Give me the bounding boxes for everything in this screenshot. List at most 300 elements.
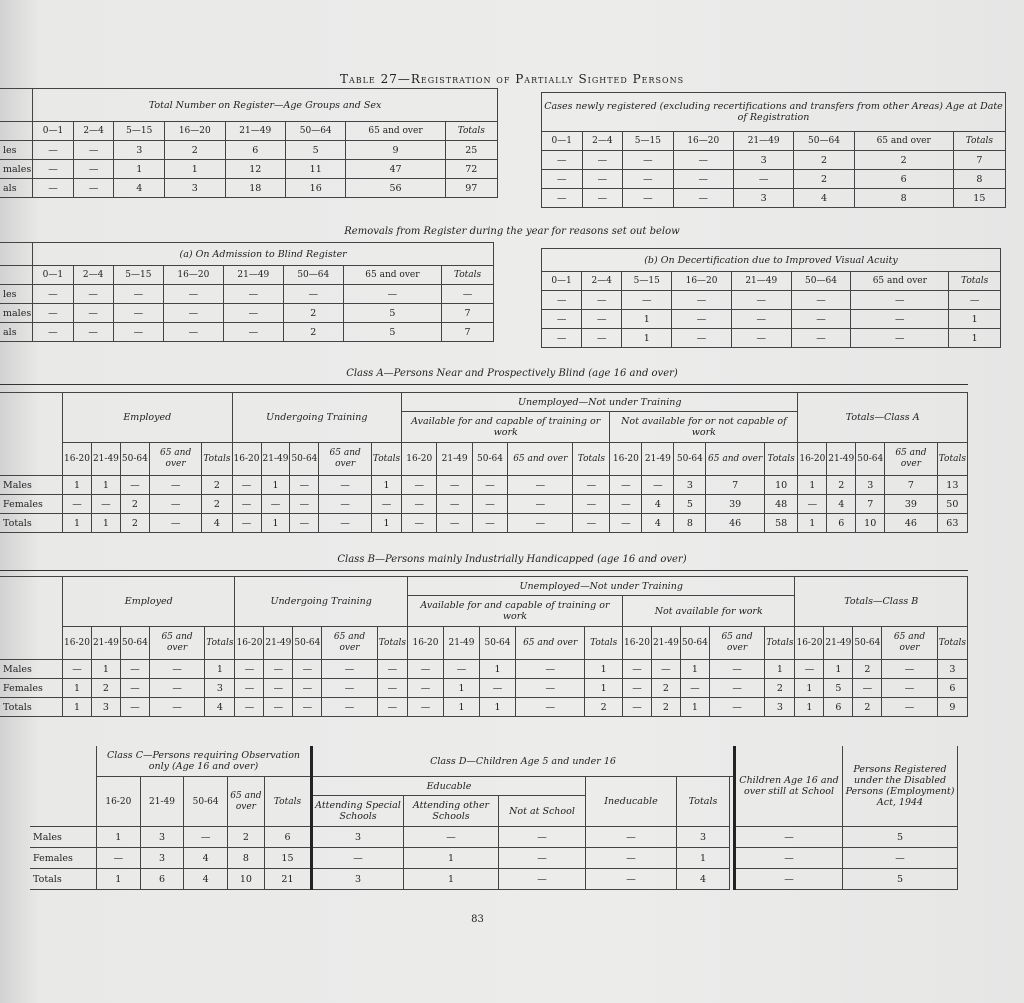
table-cell: 4 <box>202 514 232 533</box>
col-50-64: 50-64 <box>184 777 228 827</box>
table-cell: 4 <box>677 869 730 890</box>
table-cell: — <box>163 285 223 304</box>
table-row <box>542 291 1001 310</box>
table-cell: 1 <box>585 660 623 679</box>
table-cell: — <box>791 310 851 329</box>
table-cell: — <box>586 827 677 848</box>
table-cell: — <box>264 679 293 698</box>
col-header: 65 and over <box>515 627 584 660</box>
col-header: Totals <box>765 627 795 660</box>
table-cell: — <box>573 514 610 533</box>
table-cell: — <box>73 160 114 179</box>
table-cell: — <box>731 291 791 310</box>
col-header: Totals <box>937 443 967 476</box>
table-cell: — <box>623 698 652 717</box>
row-label: les <box>0 285 33 304</box>
table-row <box>0 679 968 698</box>
table-cell: — <box>293 698 322 717</box>
table-cell: 4 <box>827 495 856 514</box>
table-cell: 3 <box>91 698 120 717</box>
not-available-header: Not available for work <box>623 596 795 627</box>
table-cell: 1 <box>261 476 290 495</box>
table-cell: — <box>73 304 113 323</box>
table-cell: — <box>795 660 824 679</box>
table-cell: — <box>232 514 261 533</box>
table-cell: — <box>709 679 764 698</box>
table-cell: 3 <box>312 827 404 848</box>
table-cell: — <box>149 698 204 717</box>
table-cell: — <box>437 514 472 533</box>
table-cell: — <box>843 848 958 869</box>
decertification-table <box>541 248 1001 348</box>
table-cell: — <box>586 869 677 890</box>
class-b-heading: Class B—Persons mainly Industrially Handicapped (age 16 and over) <box>337 554 687 565</box>
table-cell: 7 <box>442 304 494 323</box>
table-cell: 1 <box>443 679 479 698</box>
table-cell: 1 <box>261 514 290 533</box>
table-cell: 39 <box>885 495 937 514</box>
table-cell: — <box>73 323 113 342</box>
table-cell: 1 <box>91 660 120 679</box>
table-cell: — <box>73 141 114 160</box>
table-cell: 2 <box>585 698 623 717</box>
table-cell: — <box>542 329 582 348</box>
col-header: 21-49 <box>642 443 674 476</box>
table-cell: — <box>223 323 283 342</box>
col-header: 16-20 <box>402 443 437 476</box>
table-cell: 3 <box>140 827 184 848</box>
col-header: 21-49 <box>437 443 472 476</box>
table-cell: — <box>515 679 584 698</box>
attending-other-header: Attending other Schools <box>404 796 499 827</box>
table-cell: 1 <box>585 679 623 698</box>
col-totals: Totals <box>264 777 311 827</box>
table-cell: — <box>798 495 827 514</box>
col-header: 16-20 <box>232 443 261 476</box>
table-cell: 6 <box>140 869 184 890</box>
table-cell: — <box>235 679 264 698</box>
table-cell: 6 <box>824 698 853 717</box>
row-label: males <box>0 304 33 323</box>
table-cell: 9 <box>937 698 967 717</box>
table-cell: — <box>113 304 163 323</box>
table-cell: — <box>515 698 584 717</box>
table-cell: — <box>623 660 652 679</box>
col-header: Totals <box>573 443 610 476</box>
table-cell: — <box>851 310 949 329</box>
table-cell: 46 <box>706 514 765 533</box>
employed-header: Employed <box>63 577 235 627</box>
table-cell: 1 <box>949 329 1001 348</box>
table-cell: — <box>97 848 141 869</box>
table-cell: — <box>149 679 204 698</box>
col-header: Totals <box>585 627 623 660</box>
table-cell: — <box>73 179 114 198</box>
table-cell: — <box>120 660 149 679</box>
col-header: 16-20 <box>798 443 827 476</box>
row-label: als <box>0 179 33 198</box>
table-row <box>30 848 958 869</box>
table-cell: — <box>542 189 583 208</box>
table-cell: 21 <box>264 869 311 890</box>
col-header: 16-20 <box>63 627 92 660</box>
table-cell: — <box>91 495 120 514</box>
table-cell: 15 <box>953 189 1005 208</box>
table-cell: 2 <box>794 170 854 189</box>
table-cell: 47 <box>346 160 445 179</box>
col-header: 0—1 <box>542 132 583 151</box>
table-cell: 3 <box>856 476 885 495</box>
col-16-20: 16-20 <box>97 777 141 827</box>
table-cell: — <box>882 679 937 698</box>
table-cell: — <box>33 141 74 160</box>
table-cell: — <box>293 660 322 679</box>
table-cell: 10 <box>227 869 264 890</box>
table-cell: 48 <box>764 495 797 514</box>
table-cell: 7 <box>442 323 494 342</box>
table-cell: 2 <box>202 495 232 514</box>
col-header: 16-20 <box>63 443 92 476</box>
table-cell: — <box>582 151 623 170</box>
table-cell: 7 <box>706 476 765 495</box>
table-cell: 50 <box>937 495 967 514</box>
row-label: Females <box>30 848 97 869</box>
table-row <box>542 329 1001 348</box>
table-cell: — <box>672 310 732 329</box>
table-cell: 6 <box>264 827 311 848</box>
table-cell: — <box>508 476 573 495</box>
table-cell: 2 <box>765 679 795 698</box>
removals-heading: Removals from Register during the year for reasons set out below <box>344 226 680 237</box>
table-cell: 2 <box>853 698 882 717</box>
col-header: Totals <box>937 627 967 660</box>
table-cell: — <box>610 514 642 533</box>
row-label: les <box>0 141 33 160</box>
table-cell: 97 <box>445 179 497 198</box>
row-label-header <box>0 122 33 141</box>
table-cell: 8 <box>953 170 1005 189</box>
table-cell: 1 <box>205 660 235 679</box>
table-cell: 1 <box>795 698 824 717</box>
table-cell: 2 <box>854 151 953 170</box>
table-cell: — <box>293 679 322 698</box>
table-cell: — <box>402 476 437 495</box>
table-cell: 3 <box>140 848 184 869</box>
table-cell: — <box>851 291 949 310</box>
col-header: 5—15 <box>114 122 165 141</box>
table-cell: — <box>582 329 622 348</box>
col-header: Totals <box>205 627 235 660</box>
class-d-totals-header: Totals <box>677 777 730 827</box>
col-header: 2—4 <box>582 132 623 151</box>
class-a-table <box>0 392 968 533</box>
table-cell: — <box>499 869 586 890</box>
table-row <box>30 827 958 848</box>
table-cell: — <box>407 698 443 717</box>
table-cell: 11 <box>285 160 345 179</box>
table-cell: 1 <box>91 514 120 533</box>
table-cell: — <box>322 698 377 717</box>
table-cell: 1 <box>479 660 515 679</box>
table-cell: 5 <box>285 141 345 160</box>
table-cell: 2 <box>91 679 120 698</box>
table-cell: 7 <box>856 495 885 514</box>
table-cell: — <box>542 170 583 189</box>
table-cell: — <box>264 660 293 679</box>
table-cell: 1 <box>165 160 225 179</box>
col-header: 5—15 <box>623 132 673 151</box>
col-header: 50-64 <box>674 443 706 476</box>
caption: Cases newly registered (excluding recertifications and transfers from other Areas) Age at Date of Registration <box>542 93 1006 132</box>
table-cell: — <box>261 495 290 514</box>
table-cell: 1 <box>63 514 92 533</box>
table-cell: — <box>472 476 507 495</box>
totals-header: Totals—Class A <box>798 393 968 443</box>
table-cell: — <box>672 329 732 348</box>
table-cell: — <box>290 514 319 533</box>
table-row <box>542 189 1006 208</box>
table-cell: — <box>163 304 223 323</box>
col-21-49: 21-49 <box>140 777 184 827</box>
table-cell: 6 <box>854 170 953 189</box>
table-cell: — <box>443 660 479 679</box>
table-cell: — <box>113 285 163 304</box>
table-cell: — <box>791 291 851 310</box>
table-cell: — <box>582 291 622 310</box>
table-cell: 4 <box>184 848 228 869</box>
col-header: Totals <box>377 627 407 660</box>
table-cell: 2 <box>120 514 149 533</box>
table-cell: 4 <box>794 189 854 208</box>
table-cell: — <box>673 151 733 170</box>
table-cell: 3 <box>165 179 225 198</box>
table-cell: 1 <box>371 476 401 495</box>
table-cell: — <box>442 285 494 304</box>
table-cell: 9 <box>346 141 445 160</box>
admission-blind-table <box>0 242 494 342</box>
table-cell: 2 <box>165 141 225 160</box>
table-cell: 63 <box>937 514 967 533</box>
table-cell: — <box>882 698 937 717</box>
col-header: Totals <box>953 132 1005 151</box>
col-header: 50-64 <box>120 443 149 476</box>
col-header: 65 and over <box>709 627 764 660</box>
table-cell: — <box>377 679 407 698</box>
table-cell: 8 <box>674 514 706 533</box>
table-cell: 3 <box>937 660 967 679</box>
col-header: 65 and over <box>322 627 377 660</box>
col-header: 21-49 <box>264 627 293 660</box>
table-cell: 6 <box>937 679 967 698</box>
row-label: Males <box>0 476 63 495</box>
row-label: Totals <box>0 514 63 533</box>
table-cell: — <box>508 514 573 533</box>
table-cell: 2 <box>827 476 856 495</box>
row-label: Totals <box>30 869 97 890</box>
col-header: 65 and over <box>885 443 937 476</box>
table-cell: 1 <box>622 310 672 329</box>
col-header: 50-64 <box>293 627 322 660</box>
caption: Total Number on Register—Age Groups and Sex <box>33 89 498 122</box>
table-cell: — <box>149 660 204 679</box>
table-cell: 1 <box>114 160 165 179</box>
table-cell: 1 <box>97 869 141 890</box>
col-header: 21-49 <box>443 627 479 660</box>
table-cell: — <box>223 304 283 323</box>
table-cell: 58 <box>764 514 797 533</box>
table-cell: 3 <box>677 827 730 848</box>
table-cell: 2 <box>651 679 680 698</box>
table-cell: 1 <box>97 827 141 848</box>
table-cell: 46 <box>885 514 937 533</box>
table-cell: — <box>499 827 586 848</box>
table-cell: — <box>651 660 680 679</box>
table-row <box>0 285 494 304</box>
table-cell: — <box>610 476 642 495</box>
table-cell: 1 <box>680 660 709 679</box>
class-b-table <box>0 576 968 717</box>
table-cell: — <box>223 285 283 304</box>
col-header: 65 and over <box>343 266 441 285</box>
table-cell: — <box>882 660 937 679</box>
table-cell: — <box>610 495 642 514</box>
table-title: Table 27—Registration of Partially Sighted Persons <box>339 72 685 86</box>
table-cell: — <box>63 660 92 679</box>
col-header: 16—20 <box>673 132 733 151</box>
col-header: 21-49 <box>261 443 290 476</box>
table-row <box>0 141 498 160</box>
table-cell: — <box>853 679 882 698</box>
table-cell: 3 <box>733 189 793 208</box>
row-label: Females <box>0 495 63 514</box>
class-d-header: Class D—Children Age 5 and under 16 <box>312 746 735 777</box>
table-cell: — <box>184 827 228 848</box>
table-cell: — <box>542 310 582 329</box>
table-cell: 2 <box>794 151 854 170</box>
table-cell: 1 <box>677 848 730 869</box>
table-cell: 12 <box>225 160 285 179</box>
col-header: Totals <box>442 266 494 285</box>
class-cd-table <box>30 746 958 890</box>
table-cell: — <box>573 495 610 514</box>
table-cell: — <box>120 476 149 495</box>
table-cell: 3 <box>312 869 404 890</box>
table-cell: — <box>582 189 623 208</box>
table-cell: 5 <box>843 827 958 848</box>
table-row <box>0 160 498 179</box>
employed-header: Employed <box>63 393 233 443</box>
table-cell: — <box>623 189 673 208</box>
table-cell: 2 <box>283 304 343 323</box>
table-cell: — <box>437 476 472 495</box>
table-cell: — <box>33 323 73 342</box>
col-header: 0—1 <box>542 272 582 291</box>
col-header: 65 and over <box>149 627 204 660</box>
table-row <box>0 495 968 514</box>
col-header: Totals <box>445 122 497 141</box>
table-cell: — <box>264 698 293 717</box>
table-cell: 7 <box>953 151 1005 170</box>
table-cell: 5 <box>343 323 441 342</box>
table-row <box>0 323 494 342</box>
table-cell: 7 <box>885 476 937 495</box>
col-header: 65 and over <box>854 132 953 151</box>
table-cell: — <box>586 848 677 869</box>
available-header: Available for and capable of training or work <box>407 596 622 627</box>
ineducable-header: Ineducable <box>586 777 677 827</box>
table-cell: 1 <box>479 698 515 717</box>
table-cell: — <box>735 869 843 890</box>
table-cell: — <box>733 170 793 189</box>
col-header: 21-49 <box>651 627 680 660</box>
col-header: 50-64 <box>856 443 885 476</box>
table-cell: — <box>33 179 74 198</box>
table-cell: 18 <box>225 179 285 198</box>
table-cell: 5 <box>843 869 958 890</box>
table-cell: — <box>149 495 201 514</box>
table-cell: — <box>437 495 472 514</box>
col-header: Totals <box>949 272 1001 291</box>
table-cell: — <box>290 495 319 514</box>
col-header: 21-49 <box>91 627 120 660</box>
table-cell: — <box>407 679 443 698</box>
table-cell: — <box>673 189 733 208</box>
col-header: 16—20 <box>672 272 732 291</box>
col-header: 65 and over <box>706 443 765 476</box>
table-row <box>542 170 1006 189</box>
table-cell: — <box>319 514 371 533</box>
table-cell: 1 <box>795 679 824 698</box>
col-header: Totals <box>371 443 401 476</box>
col-header: 65 and over <box>508 443 573 476</box>
table-cell: 3 <box>765 698 795 717</box>
totals-header: Totals—Class B <box>795 577 968 627</box>
divider <box>0 570 968 571</box>
disabled-persons-header: Persons Registered under the Disabled Persons (Employment) Act, 1944 <box>843 746 958 827</box>
col-header: 50-64 <box>472 443 507 476</box>
table-cell: 5 <box>824 679 853 698</box>
table-cell: — <box>404 827 499 848</box>
table-cell: — <box>573 476 610 495</box>
col-header: 16-20 <box>407 627 443 660</box>
row-label: Males <box>0 660 63 679</box>
table-cell: 6 <box>827 514 856 533</box>
col-header: 2—4 <box>73 122 114 141</box>
table-cell: — <box>851 329 949 348</box>
table-cell: 1 <box>63 476 92 495</box>
table-cell: 4 <box>642 514 674 533</box>
col-header: 65 and over <box>851 272 949 291</box>
col-header: 50-64 <box>290 443 319 476</box>
table-cell: — <box>623 170 673 189</box>
col-header: 21—49 <box>733 132 793 151</box>
col-header: 21-49 <box>91 443 120 476</box>
row-label: als <box>0 323 33 342</box>
row-label: males <box>0 160 33 179</box>
table-cell: 1 <box>680 698 709 717</box>
table-cell: 3 <box>674 476 706 495</box>
not-available-header: Not available for or not capable of work <box>610 412 798 443</box>
table-cell: 1 <box>404 848 499 869</box>
table-cell: — <box>407 660 443 679</box>
table-cell: — <box>113 323 163 342</box>
table-cell: — <box>319 495 371 514</box>
col-header: 16-20 <box>610 443 642 476</box>
table-cell: 1 <box>622 329 672 348</box>
col-header: 2—4 <box>73 266 113 285</box>
table-cell: — <box>622 291 672 310</box>
table-cell: — <box>402 514 437 533</box>
